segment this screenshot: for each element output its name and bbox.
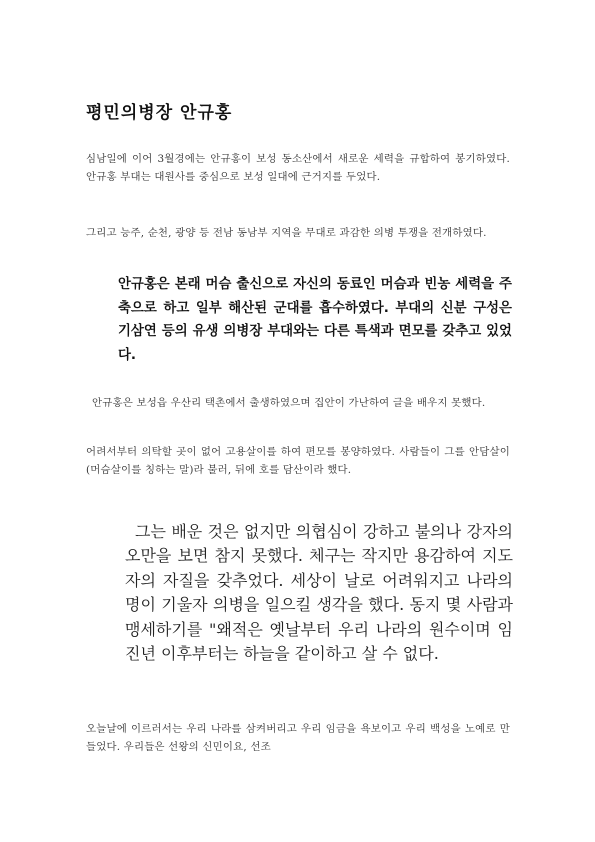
highlighted-quote: 안규홍은 본래 머슴 출신으로 자신의 동료인 머슴과 빈농 세력을 주축으로 하고 일부 해산된 군대를 흡수하였다. 부대의 신분 구성은 기삼연 등의 유생 의병장 부대와는 다른 특색과 면모를 갖추고 있었다. xyxy=(118,277,512,363)
paragraph: 어려서부터 의탁할 곳이 없어 고용살이를 하여 편모를 봉양하였다. 사람들이 그를 안담살이(머슴살이를 칭하는 말)라 불러, 뒤에 호를 담산이라 했다. xyxy=(86,446,510,476)
paragraph: 오늘날에 이르러서는 우리 나라를 삼켜버리고 우리 임금을 욕보이고 우리 백성을 노예로 만들었다. 우리들은 선왕의 신민이요, 선조 xyxy=(86,723,510,753)
quoted-passage: 그는 배운 것은 없지만 의협심이 강하고 불의나 강자의 오만을 보면 참지 못했다. 체구는 작지만 용감하여 지도자의 자질을 갖추었다. 세상이 날로 어려워지고 나라의 명이 기울자 의병을 일으킬 생각을 했다. 동지 몇 사람과 맹세하기를 "왜적은 옛날부터 우리 나라의 원수이며 임진년 이후부터는 하늘을 같이하고 살 수 없다. xyxy=(125,522,513,664)
paragraph: 심남일에 이어 3월경에는 안규홍이 보성 동소산에서 새로운 세력을 규합하여 봉기하였다. 안규홍 부대는 대원사를 중심으로 보성 일대에 근거지를 두었다. xyxy=(86,153,510,183)
page-title: 평민의병장 안규홍 xyxy=(86,103,233,123)
paragraph: 안규홍은 보성읍 우산리 택촌에서 출생하였으며 집안이 가난하여 글을 배우지 못했다. xyxy=(92,397,486,409)
paragraph: 그리고 능주, 순천, 광양 등 전남 동남부 지역을 무대로 과감한 의병 투쟁을 전개하였다. xyxy=(86,227,487,239)
